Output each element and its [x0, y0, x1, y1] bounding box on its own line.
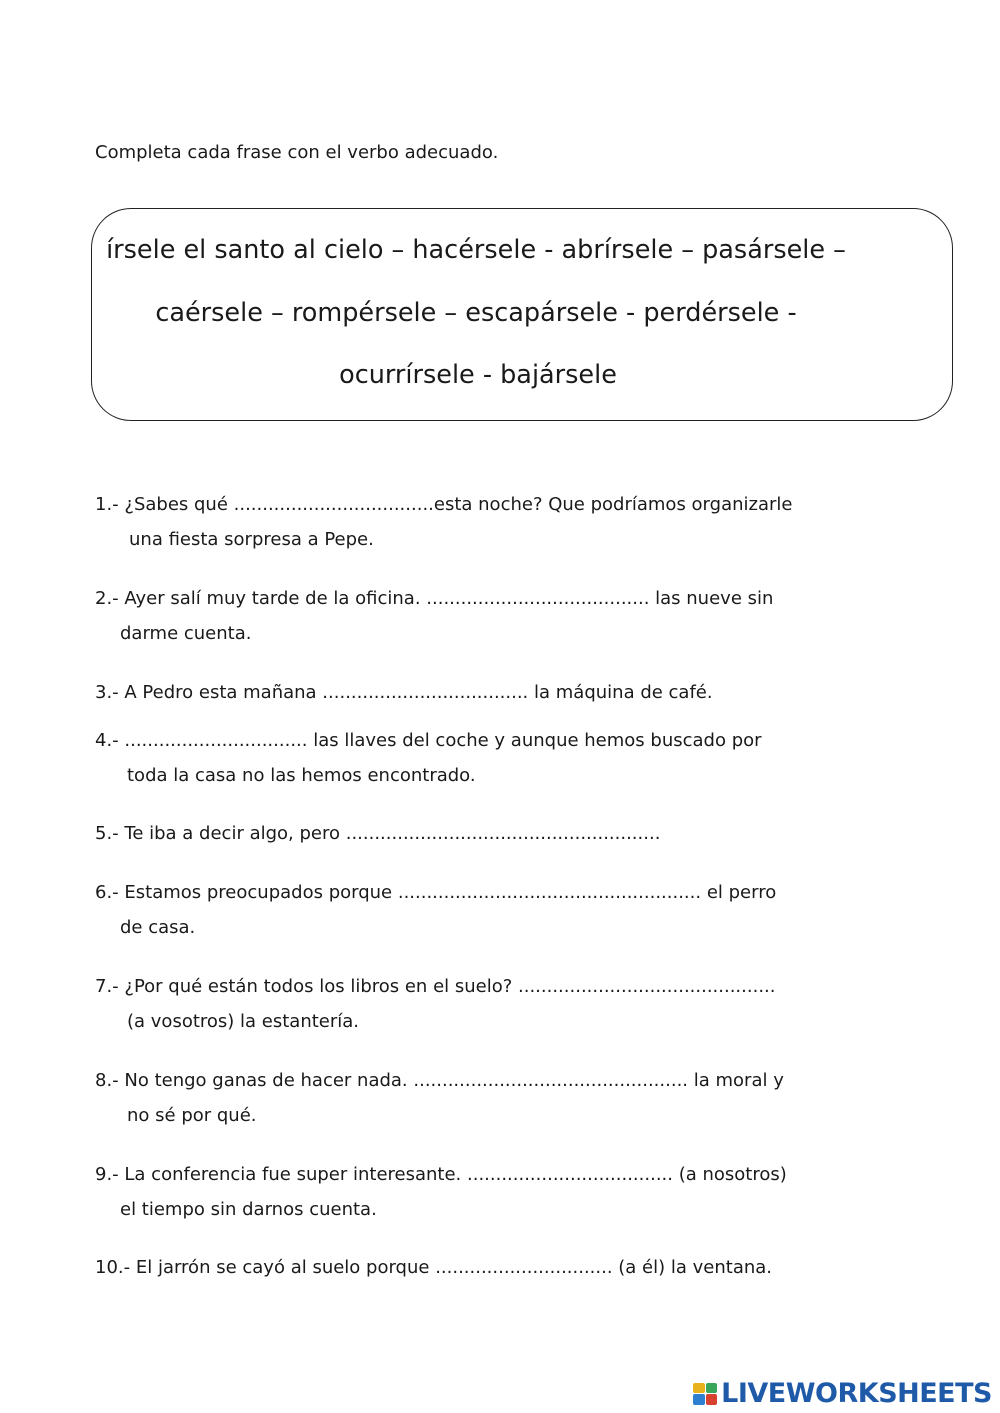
exercise-4 [95, 723, 762, 793]
brand-footer [693, 1378, 992, 1409]
exercise-2-line-2: darme cuenta. [120, 623, 252, 644]
exercise-4-line-1: 4.- ................................ las llaves del coche y aunque hemos buscado por [95, 730, 762, 751]
exercise-5 [95, 816, 660, 851]
exercise-1 [95, 487, 792, 557]
exercise-8 [95, 1063, 784, 1133]
exercise-1-line-1: 1.- ¿Sabes qué ...................................esta noche? Que podríamos organizarle [95, 494, 793, 515]
exercise-4-line-2: toda la casa no las hemos encontrado. [127, 765, 476, 786]
word-bank-box [91, 208, 953, 421]
exercise-3-line-1: 3.- A Pedro esta mañana .................................... la máquina de café. [95, 682, 713, 703]
exercise-10 [95, 1250, 772, 1285]
exercise-8-line-1: 8.- No tengo ganas de hacer nada. ................................................ la moral y [95, 1070, 784, 1091]
liveworksheets-logo-icon [693, 1383, 717, 1405]
exercise-9 [95, 1157, 787, 1227]
exercise-5-line-1: 5.- Te iba a decir algo, pero ....................................................... [95, 823, 661, 844]
brand-name: LIVEWORKSHEETS [721, 1378, 992, 1409]
exercise-6-line-2: de casa. [120, 917, 196, 938]
exercise-6 [95, 875, 776, 945]
exercise-7 [95, 969, 775, 1039]
word-bank-line-2: caérsele – rompérsele – escapársele - perdérsele - [155, 298, 797, 328]
word-bank-line-1: írsele el santo al cielo – hacérsele - abrírsele – pasársele – [106, 235, 846, 265]
exercise-9-line-1: 9.- La conferencia fue super interesante. .................................... (a nosotros) [95, 1164, 787, 1185]
exercise-1-line-2: una fiesta sorpresa a Pepe. [129, 529, 374, 550]
exercise-2-line-1: 2.- Ayer salí muy tarde de la oficina. ....................................... las nueve sin [95, 588, 774, 609]
exercise-2 [95, 581, 773, 651]
exercise-3 [95, 675, 713, 710]
word-bank-line-3: ocurrírsele - bajársele [339, 360, 617, 390]
exercise-7-line-1: 7.- ¿Por qué están todos los libros en el suelo? ............................................. [95, 976, 776, 997]
exercise-8-line-2: no sé por qué. [127, 1105, 257, 1126]
exercise-6-line-1: 6.- Estamos preocupados porque ..................................................... el perro [95, 882, 777, 903]
exercise-10-line-1: 10.- El jarrón se cayó al suelo porque ............................... (a él) la ventana. [95, 1257, 773, 1278]
instruction-text: Completa cada frase con el verbo adecuado. [95, 142, 499, 163]
exercise-7-line-2: (a vosotros) la estantería. [127, 1011, 360, 1032]
exercise-9-line-2: el tiempo sin darnos cuenta. [120, 1199, 377, 1220]
